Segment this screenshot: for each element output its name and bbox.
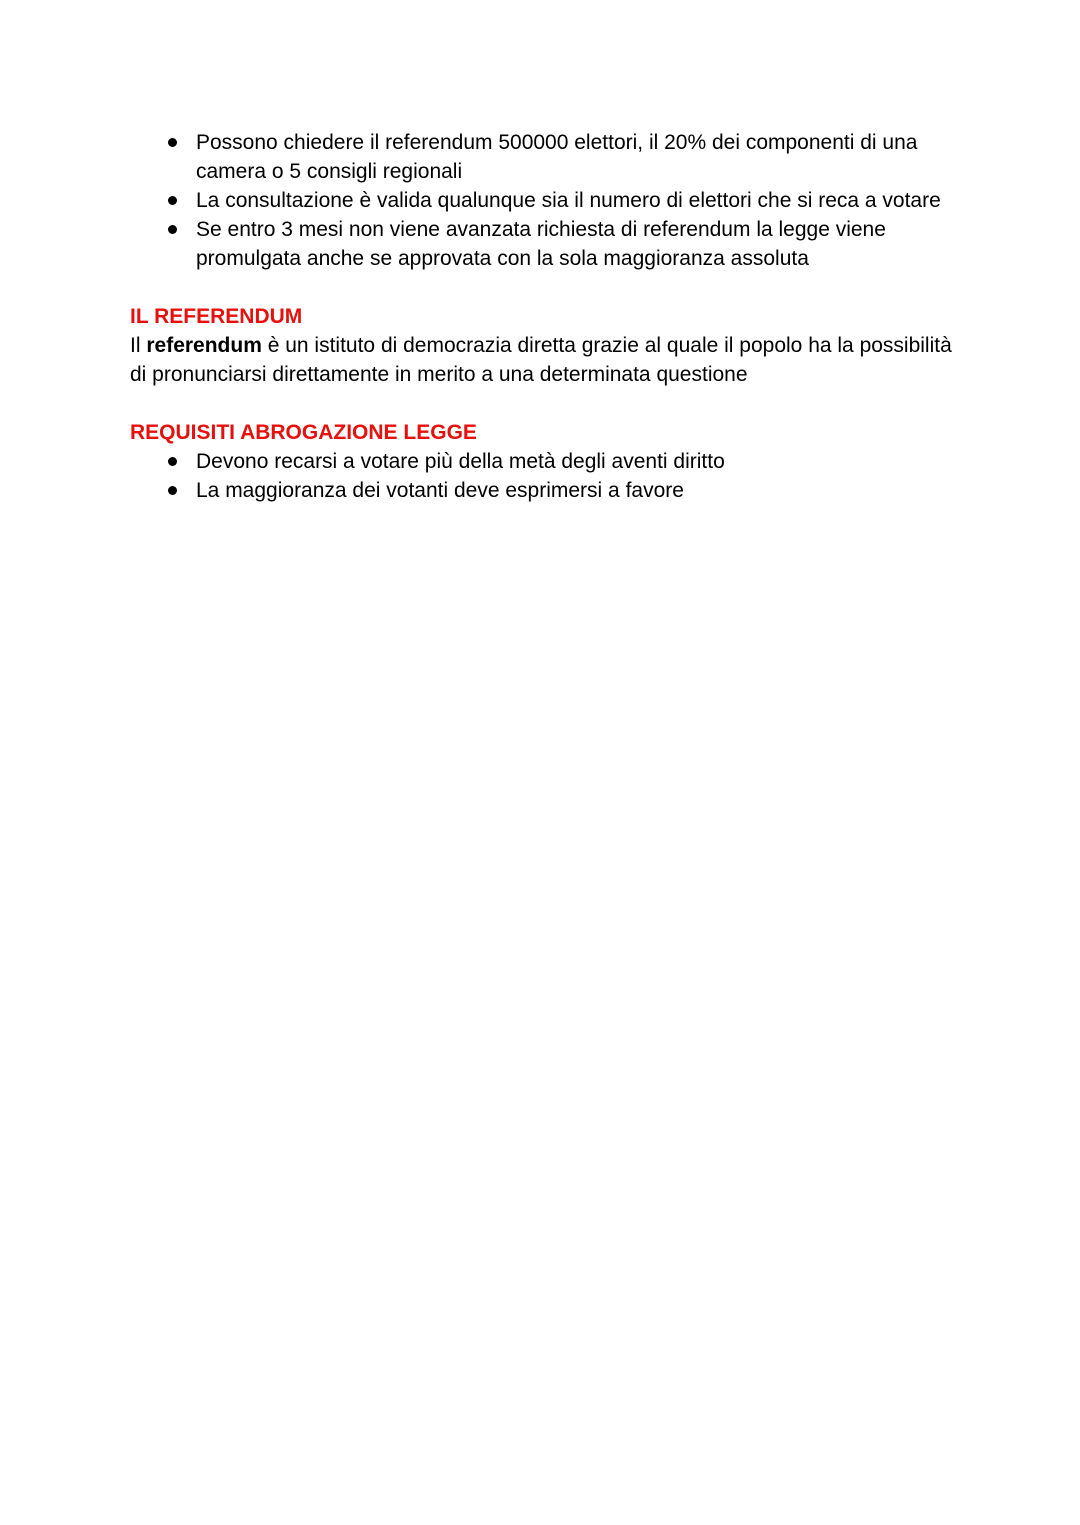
intro-bullet-list: [130, 128, 960, 273]
list-item: [130, 186, 960, 215]
bullet-dot-icon: [168, 457, 177, 466]
bullet-dot-icon: [168, 486, 177, 495]
section-referendum: [130, 302, 960, 389]
paragraph-bold-term: referendum: [146, 334, 262, 357]
list-item: [130, 447, 960, 476]
list-item: [130, 476, 960, 505]
section-heading-referendum: IL REFERENDUM: [130, 305, 303, 328]
list-item-text: Se entro 3 mesi non viene avanzata richiesta di referendum la legge viene promulgata anche se approvata con la sola maggioranza assoluta: [196, 218, 886, 270]
section-heading-requisiti: REQUISITI ABROGAZIONE LEGGE: [130, 421, 477, 444]
list-item-text: La maggioranza dei votanti deve esprimersi a favore: [196, 479, 684, 502]
bullet-dot-icon: [168, 138, 177, 147]
list-item-text: La consultazione è valida qualunque sia il numero di elettori che si reca a votare: [196, 189, 941, 212]
section-requisiti: [130, 418, 960, 505]
list-item: [130, 215, 960, 273]
section-paragraph-referendum: [130, 331, 960, 389]
list-item: [130, 128, 960, 186]
bullet-dot-icon: [168, 196, 177, 205]
paragraph-prefix: Il: [130, 334, 147, 357]
requisiti-bullet-list: [130, 447, 960, 505]
list-item-text: Devono recarsi a votare più della metà degli aventi diritto: [196, 450, 725, 473]
paragraph-rest: è un istituto di democrazia diretta grazie al quale il popolo ha la possibilità di pronunciarsi direttamente in merito a una determinata questione: [130, 334, 952, 386]
bullet-dot-icon: [168, 225, 177, 234]
document-content: [130, 128, 960, 505]
list-item-text: Possono chiedere il referendum 500000 elettori, il 20% dei componenti di una camera o 5 consigli regionali: [196, 131, 918, 183]
